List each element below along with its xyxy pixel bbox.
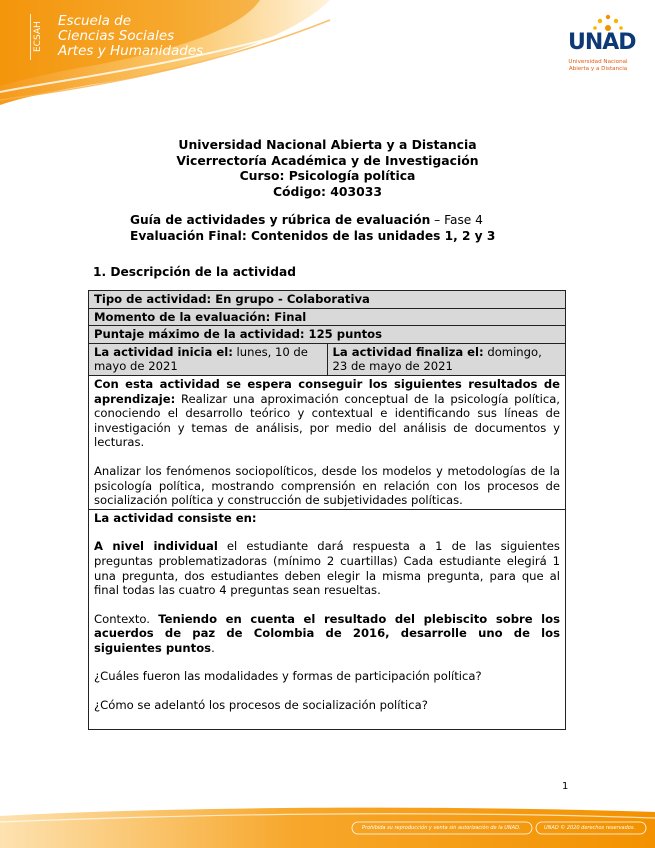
title-line-4: Código: 403033 [272, 183, 383, 199]
learning-outcomes-text: Realizar una aproximación conceptual de la psicología política, conociendo el desarrollo teórico y contextual e identificando sus líneas de investigación y temas de análisis, por medio del análisis de documentos y lecturas. [94, 391, 560, 450]
start-date-cell [89, 343, 328, 375]
end-date-label: La actividad finaliza el: [332, 344, 484, 359]
activity-table [88, 290, 566, 730]
logo-subtitle-line-2: Abierta y a Distancia [568, 65, 628, 72]
table-row [89, 326, 566, 344]
activity-type: Tipo de actividad: En grupo - Colaborativa [89, 291, 566, 309]
footer-copyright-notice: Prohibida su reproducción y venta sin autorización de la UNAD. [362, 825, 521, 831]
school-line-2: Ciencias Sociales [58, 28, 175, 44]
document-title [0, 137, 655, 199]
evaluation-moment: Momento de la evaluación: Final [89, 308, 566, 326]
logo-wordmark: UNAD [568, 30, 636, 55]
footer-band [0, 798, 655, 848]
context-end: . [211, 640, 215, 655]
footer-rights: UNAD © 2020 derechos reservados. [544, 825, 636, 831]
learning-outcomes-paragraph-2: Analizar los fenómenos sociopolíticos, desde los modelos y metodologías de la psicología política, mostrando comprensión en relación con los procesos de socialización política y construcción de subjetividades políticas. [94, 463, 560, 508]
title-line-2: Vicerrectoría Académica y de Investigación [176, 152, 479, 168]
school-name [33, 13, 204, 59]
guide-evaluation: Evaluación Final: Contenidos de las unidades 1, 2 y 3 [130, 229, 496, 243]
logo-subtitle [566, 59, 630, 72]
guide-heading [130, 212, 495, 244]
end-date-value: domingo, 23 de mayo de 2021 [332, 344, 542, 374]
logo-subtitle-line-1: Universidad Nacional [568, 59, 628, 65]
page-number: 1 [562, 781, 569, 792]
context-text: Teniendo en cuenta el resultado del plebiscito sobre los acuerdos de paz de Colombia de 2016, desarrolle uno de los siguientes puntos [94, 611, 560, 655]
activity-description-cell [89, 509, 566, 729]
table-row [89, 291, 566, 309]
max-score: Puntaje máximo de la actividad: 125 puntos [89, 326, 566, 344]
guide-title: Guía de actividades y rúbrica de evaluación [130, 213, 431, 227]
end-date-cell [327, 343, 566, 375]
school-line-3: Artes y Humanidades [58, 43, 204, 59]
unad-logo [560, 12, 638, 84]
learning-outcomes-cell [89, 375, 566, 509]
table-row [89, 509, 566, 729]
activity-consists-label: La actividad consiste en: [94, 510, 257, 525]
section-title: 1. Descripción de la actividad [93, 265, 296, 279]
guide-phase: – Fase 4 [430, 213, 483, 227]
learning-outcomes-label: Con esta actividad se espera conseguir los siguientes resultados de aprendizaje: [94, 376, 560, 406]
context-label: Contexto. [94, 611, 159, 626]
header-band [0, 0, 655, 110]
individual-level-text: el estudiante dará respuesta a 1 de las siguientes preguntas problematizadoras (mínimo 2 cuartillas) Cada estudiante elegirá 1 una pregunta, dos estudiantes deben elegir la misma pregunta, para que al final todas las cuatro 4 preguntas sean resueltas. [94, 539, 560, 598]
start-date-value: lunes, 10 de mayo de 2021 [94, 344, 308, 374]
start-date-label: La actividad inicia el: [94, 344, 233, 359]
question-1: ¿Cuáles fueron las modalidades y formas de participación política? [94, 669, 482, 684]
school-abbrev: ECSAH [30, 14, 45, 60]
table-row [89, 375, 566, 509]
title-line-3: Curso: Psicología política [239, 168, 416, 183]
table-row [89, 343, 566, 375]
table-row [89, 308, 566, 326]
title-line-1: Universidad Nacional Abierta y a Distancia [178, 137, 477, 152]
school-line-1: Escuela de [58, 13, 132, 29]
question-2: ¿Cómo se adelantó los procesos de socialización política? [94, 698, 428, 713]
individual-level-label: A nivel individual [94, 539, 218, 554]
footer-wave-graphic [0, 798, 655, 848]
